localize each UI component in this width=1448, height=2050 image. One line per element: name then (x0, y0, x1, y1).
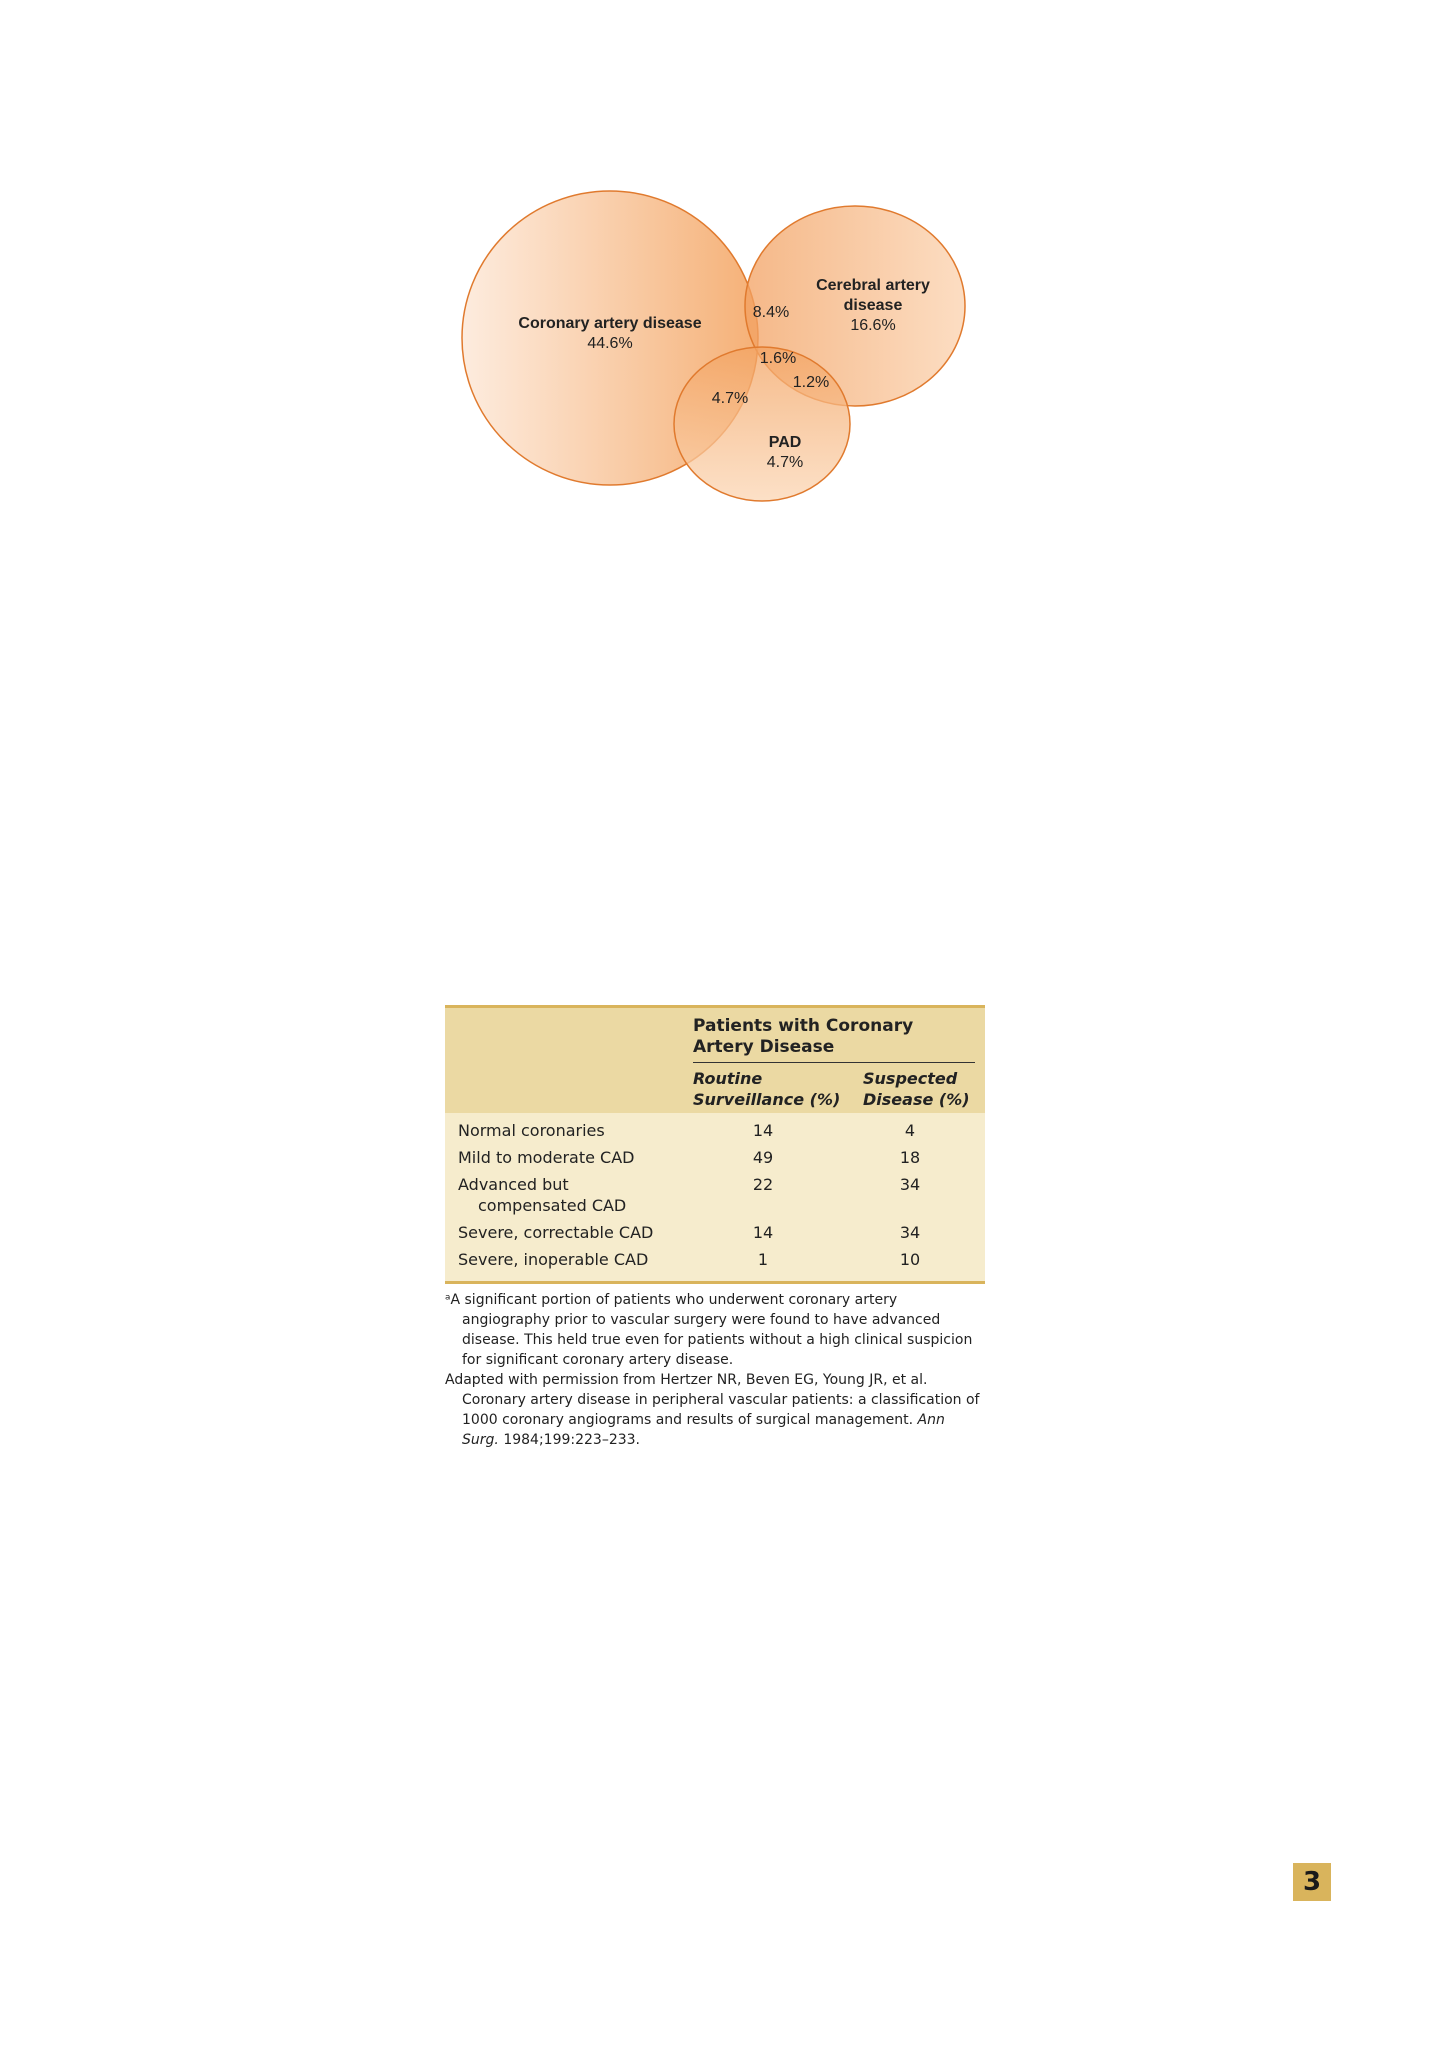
cerebral-label-line1: Cerebral artery (816, 277, 930, 294)
cerebral-value: 16.6% (850, 317, 896, 334)
table-row (445, 1246, 985, 1273)
table-notes (445, 1290, 985, 1450)
coronary-cerebral-overlap-value: 8.4% (752, 304, 790, 321)
coronary-pad-overlap-value: 4.7% (711, 390, 749, 407)
row-suspected-value: 4 (904, 1121, 916, 1140)
table-footnote: ᵃA significant portion of patients who underwent coronary artery angiography prior to vascular surgery were found to have advanced disease. This held true even for patients without a high clinical suspicion for significant coronary artery disease. (445, 1292, 973, 1368)
venn-diagram (460, 185, 980, 505)
col-header-suspected (863, 1068, 983, 1110)
row-label: Severe, inoperable CAD (458, 1250, 649, 1269)
table-row (445, 1117, 985, 1144)
table-group-title: Patients with Coronary Artery Disease (693, 1016, 914, 1057)
table-row (445, 1171, 985, 1219)
table-group-rule (693, 1062, 975, 1063)
row-label: Mild to moderate CAD (458, 1148, 635, 1167)
pad-label: PAD (768, 434, 802, 451)
cad-table (445, 1005, 985, 1284)
table-row (445, 1144, 985, 1171)
row-suspected-value: 18 (899, 1148, 921, 1167)
source-citation: 1984;199:223–233. (503, 1432, 640, 1448)
row-routine-value: 14 (752, 1121, 774, 1140)
row-suspected-value: 10 (899, 1250, 921, 1269)
table-row (445, 1219, 985, 1246)
row-label: Severe, correctable CAD (458, 1223, 654, 1242)
col-header-suspected-line2: Disease (%) (863, 1090, 970, 1109)
pad-value: 4.7% (766, 454, 804, 471)
row-routine-value: 22 (752, 1175, 774, 1194)
row-suspected-value: 34 (899, 1175, 921, 1194)
row-suspected-value: 34 (899, 1223, 921, 1242)
page-number: 3 (1293, 1863, 1331, 1901)
cerebral-label-line2: disease (843, 297, 903, 314)
all-three-overlap-value: 1.6% (759, 350, 797, 367)
col-header-routine (693, 1068, 853, 1110)
pad-circle (674, 347, 850, 501)
row-routine-value: 14 (752, 1223, 774, 1242)
col-header-routine-line1: Routine (693, 1069, 763, 1088)
row-label: Advanced but compensated CAD (458, 1175, 627, 1215)
table-body (445, 1113, 985, 1281)
coronary-label: Coronary artery disease (518, 315, 702, 332)
cerebral-pad-overlap-value: 1.2% (792, 374, 830, 391)
cad-table-block (445, 1005, 985, 1450)
source-journal: Ann Surg. (462, 1412, 945, 1448)
source-text: Adapted with permission from Hertzer NR, Beven EG, Young JR, et al. Coronary artery disease in peripheral vascular patients: a classification of 1000 coronary angiograms and results of surgical management. (445, 1372, 980, 1428)
row-label: Normal coronaries (458, 1121, 605, 1140)
row-routine-value: 49 (752, 1148, 774, 1167)
table-source (445, 1370, 985, 1450)
venn-svg (460, 185, 980, 505)
col-header-suspected-line1: Suspected (863, 1069, 958, 1088)
col-header-routine-line2: Surveillance (%) (693, 1090, 841, 1109)
row-routine-value: 1 (757, 1250, 769, 1269)
table-header (445, 1008, 985, 1113)
coronary-value: 44.6% (587, 335, 633, 352)
